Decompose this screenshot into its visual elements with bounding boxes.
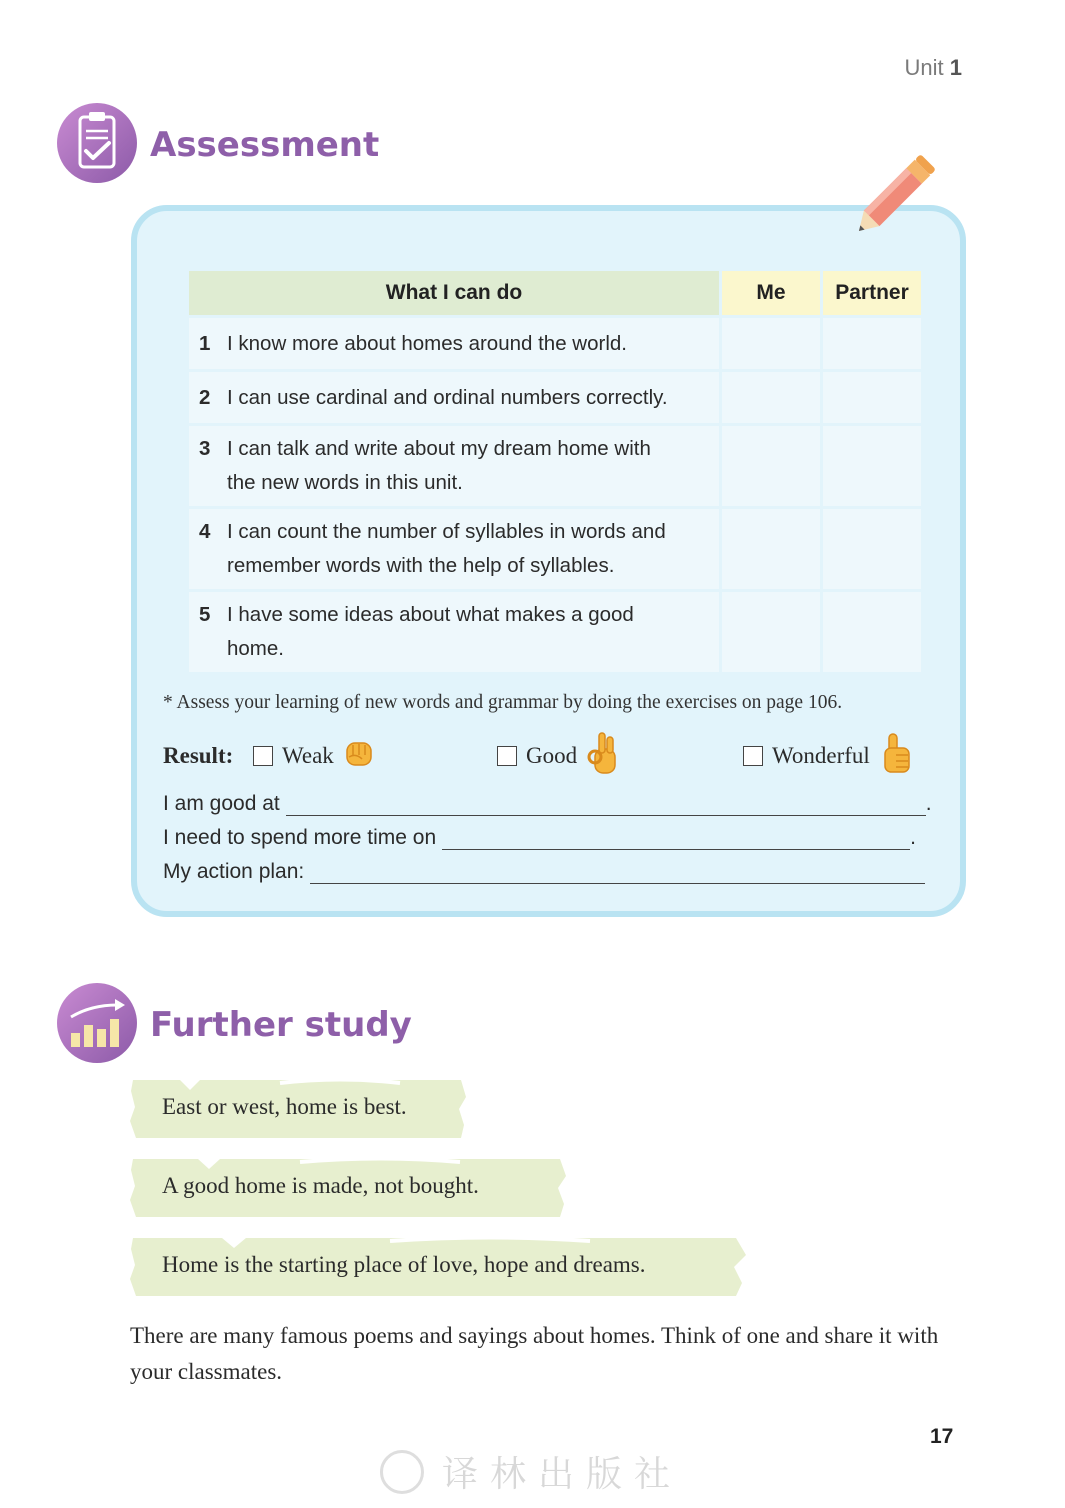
more-time-label: I need to spend more time on bbox=[163, 826, 437, 849]
me-cell[interactable] bbox=[722, 426, 820, 506]
me-cell[interactable] bbox=[722, 318, 820, 369]
quote-banner bbox=[130, 1235, 746, 1299]
result-label: Result: bbox=[163, 743, 234, 768]
more-time-period: . bbox=[910, 826, 917, 849]
further-study-paragraph: There are many famous poems and sayings about homes. Think of one and share it with your classmates. bbox=[130, 1323, 939, 1384]
row-statement bbox=[189, 372, 719, 423]
result-option-weak[interactable] bbox=[253, 733, 374, 779]
row-statement bbox=[189, 509, 719, 589]
further-study-title: Further study bbox=[150, 1005, 412, 1045]
weak-checkbox[interactable] bbox=[253, 746, 273, 766]
quote-text: Home is the starting place of love, hope and dreams. bbox=[162, 1252, 646, 1277]
assessment-table bbox=[186, 268, 924, 675]
row-number: 2 bbox=[199, 385, 211, 409]
unit-word: Unit bbox=[904, 55, 944, 80]
good-at-blank[interactable] bbox=[286, 793, 926, 816]
assessment-title: Assessment bbox=[150, 125, 380, 165]
more-time-line bbox=[163, 826, 916, 850]
table-row bbox=[189, 509, 921, 589]
thumbs-up-icon bbox=[880, 732, 914, 780]
publisher-watermark bbox=[380, 1446, 682, 1497]
partner-cell[interactable] bbox=[823, 372, 921, 423]
weak-label: Weak bbox=[282, 743, 334, 768]
me-cell[interactable] bbox=[722, 372, 820, 423]
good-checkbox[interactable] bbox=[497, 746, 517, 766]
partner-cell[interactable] bbox=[823, 318, 921, 369]
more-time-blank[interactable] bbox=[442, 827, 910, 850]
wonderful-checkbox[interactable] bbox=[743, 746, 763, 766]
table-row bbox=[189, 592, 921, 672]
unit-label bbox=[905, 55, 963, 81]
footnote: * Assess your learning of new words and grammar by doing the exercises on page 106. bbox=[163, 692, 843, 713]
table-row bbox=[189, 318, 921, 369]
ok-hand-icon bbox=[587, 731, 619, 781]
page-number: 17 bbox=[930, 1425, 954, 1448]
row-statement bbox=[189, 318, 719, 369]
action-plan-label: My action plan: bbox=[163, 860, 305, 883]
quote-text: East or west, home is best. bbox=[162, 1094, 407, 1119]
row-text-cont: the new words in this unit. bbox=[227, 471, 463, 494]
table-row bbox=[189, 426, 921, 506]
quote-text: A good home is made, not bought. bbox=[162, 1173, 479, 1198]
publisher-name: 译林出版社 bbox=[442, 1454, 683, 1495]
row-number: 5 bbox=[199, 603, 211, 626]
me-cell[interactable] bbox=[722, 509, 820, 589]
quote-banner bbox=[130, 1077, 466, 1141]
publisher-logo-icon bbox=[380, 1450, 424, 1494]
bar-chart-icon bbox=[57, 983, 137, 1063]
good-at-label: I am good at bbox=[163, 792, 280, 815]
good-at-line bbox=[163, 792, 932, 816]
row-statement bbox=[189, 426, 719, 506]
header-what-i-can-do: What I can do bbox=[189, 271, 719, 315]
partner-cell[interactable] bbox=[823, 509, 921, 589]
row-number: 1 bbox=[199, 331, 211, 355]
row-statement bbox=[189, 592, 719, 672]
row-text-cont: home. bbox=[227, 637, 284, 660]
header-partner: Partner bbox=[823, 271, 921, 315]
quote-banner bbox=[130, 1156, 566, 1220]
me-cell[interactable] bbox=[722, 592, 820, 672]
header-me: Me bbox=[722, 271, 820, 315]
fist-hand-icon bbox=[344, 735, 374, 777]
unit-number: 1 bbox=[949, 55, 962, 80]
partner-cell[interactable] bbox=[823, 426, 921, 506]
table-row bbox=[189, 372, 921, 423]
wonderful-label: Wonderful bbox=[772, 743, 870, 768]
row-text-cont: remember words with the help of syllables. bbox=[227, 554, 615, 577]
row-text: I know more about homes around the world. bbox=[227, 331, 627, 355]
row-text: I have some ideas about what makes a good bbox=[227, 603, 634, 626]
action-plan-line bbox=[163, 860, 925, 884]
row-number: 3 bbox=[199, 437, 211, 460]
action-plan-blank[interactable] bbox=[310, 861, 925, 884]
partner-cell[interactable] bbox=[823, 592, 921, 672]
row-text: I can count the number of syllables in words and bbox=[227, 520, 666, 543]
row-text: I can use cardinal and ordinal numbers correctly. bbox=[227, 385, 668, 409]
good-at-period: . bbox=[925, 792, 932, 815]
good-label: Good bbox=[526, 743, 578, 768]
pencil-icon bbox=[840, 140, 950, 255]
row-number: 4 bbox=[199, 520, 211, 543]
row-text: I can talk and write about my dream home with bbox=[227, 437, 651, 460]
clipboard-check-icon bbox=[57, 103, 137, 183]
result-option-wonderful[interactable] bbox=[743, 733, 914, 779]
result-option-good[interactable] bbox=[497, 733, 619, 779]
